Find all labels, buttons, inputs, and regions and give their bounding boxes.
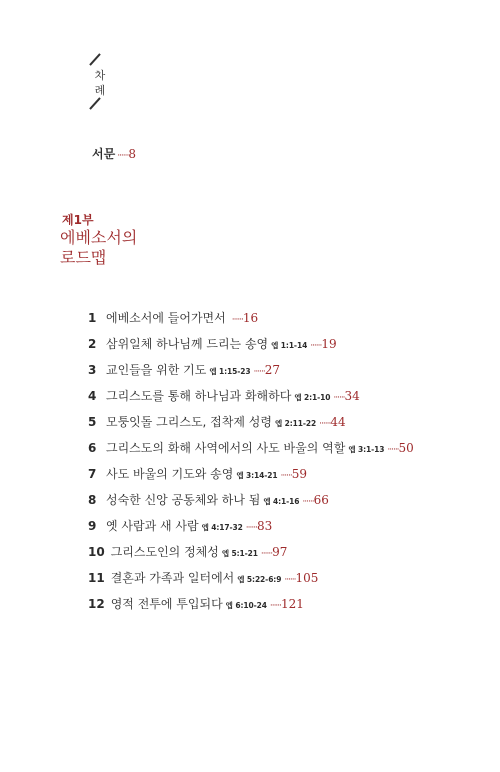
page-number: 121	[281, 597, 304, 611]
part-title-line: 에베소서의	[60, 228, 138, 247]
chapter-number: 6	[88, 441, 97, 455]
chapter-number: 3	[88, 363, 97, 377]
decorative-slash-bottom	[89, 97, 101, 109]
page-number: 27	[264, 363, 280, 377]
page-number: 105	[295, 571, 319, 585]
page-number: 44	[330, 415, 346, 429]
scripture-reference: 엡 4:1-16	[263, 497, 300, 506]
toc-entry[interactable]	[88, 461, 448, 487]
part-title	[60, 228, 260, 268]
toc-entry-title: 삼위일체 하나님께 드리는 송영	[106, 337, 269, 351]
part-label: 제1부	[62, 213, 94, 227]
page-number: 19	[321, 337, 337, 351]
toc-entry-title: 서문	[92, 147, 116, 161]
toc-entry[interactable]	[88, 513, 448, 539]
contents-heading-char: 례	[94, 84, 106, 97]
scripture-reference: 엡 4:17-32	[201, 523, 243, 532]
leader-dots: ······	[231, 315, 243, 325]
leader-dots: ······	[280, 471, 292, 481]
scripture-reference: 엡 1:1-14	[271, 341, 308, 350]
toc-entry[interactable]	[88, 565, 448, 591]
leader-dots: ······	[117, 151, 129, 161]
leader-dots: ······	[333, 393, 345, 403]
leader-dots: ······	[387, 445, 399, 455]
chapter-number: 7	[88, 467, 97, 481]
toc-entry[interactable]	[88, 331, 448, 357]
toc-entry-title: 영적 전투에 투입되다	[110, 597, 223, 611]
contents-heading-char: 차	[94, 69, 106, 82]
chapter-number: 8	[88, 493, 97, 507]
toc-entry-title: 그리스도의 화해 사역에서의 사도 바울의 역할	[106, 441, 346, 455]
chapter-number: 11	[88, 571, 105, 585]
chapter-number: 5	[88, 415, 97, 429]
scripture-reference: 엡 5:1-21	[221, 549, 258, 558]
scripture-reference: 엡 3:1-13	[348, 445, 385, 454]
leader-dots: ······	[260, 549, 273, 559]
leader-dots: ······	[284, 575, 296, 585]
scripture-reference: 엡 2:11-22	[274, 419, 317, 428]
page-number: 50	[398, 441, 414, 455]
leader-dots: ······	[253, 367, 265, 377]
toc-entry[interactable]	[88, 383, 448, 409]
chapter-number: 10	[88, 545, 105, 559]
toc-entry-title: 그리스도를 통해 하나님과 화해하다	[106, 389, 292, 403]
chapter-number: 1	[88, 311, 97, 325]
page-number: 34	[344, 389, 360, 403]
chapter-number: 2	[88, 337, 97, 351]
chapter-number: 4	[88, 389, 97, 403]
page-number: 16	[242, 311, 259, 325]
leader-dots: ······	[269, 601, 282, 611]
page-number: 97	[272, 545, 288, 559]
contents-heading	[94, 68, 106, 98]
leader-dots: ······	[310, 341, 322, 351]
toc-entry[interactable]	[88, 591, 448, 617]
page-number: 8	[128, 147, 136, 161]
part-title-line: 로드맵	[60, 248, 107, 267]
toc-entry-title: 옛 사람과 새 사람	[106, 519, 199, 533]
toc-list	[88, 305, 448, 617]
scripture-reference: 엡 3:14-21	[236, 471, 278, 480]
toc-entry[interactable]	[88, 487, 448, 513]
toc-entry[interactable]	[88, 357, 448, 383]
toc-entry[interactable]	[88, 409, 448, 435]
scripture-reference: 엡 5:22-6:9	[237, 575, 282, 584]
scripture-reference: 엡 6:10-24	[225, 601, 267, 610]
leader-dots: ······	[302, 497, 314, 507]
toc-entry-title: 모퉁잇돌 그리스도, 접착제 성령	[106, 415, 272, 429]
page-number: 83	[256, 519, 273, 533]
toc-entry[interactable]	[88, 305, 448, 331]
page-number: 66	[313, 493, 329, 507]
toc-entry-title: 그리스도인의 정체성	[110, 545, 219, 559]
scripture-reference: 엡 1:15-23	[209, 367, 251, 376]
scripture-reference: 엡 2:1-10	[294, 393, 331, 402]
toc-entry-title: 사도 바울의 기도와 송영	[106, 467, 234, 481]
chapter-number: 12	[88, 597, 105, 611]
chapter-number: 9	[88, 519, 97, 533]
toc-entry-title: 결혼과 가족과 일터에서	[110, 571, 235, 585]
toc-entry-title: 교인들을 위한 기도	[106, 363, 207, 377]
toc-entry[interactable]	[88, 435, 448, 461]
page-number: 59	[291, 467, 307, 481]
toc-entry-title: 에베소서에 들어가면서	[106, 311, 226, 325]
decorative-slash-top	[89, 53, 101, 65]
leader-dots: ······	[245, 523, 257, 533]
toc-entry[interactable]	[88, 539, 448, 565]
toc-entry-preface[interactable]	[92, 145, 136, 162]
toc-entry-title: 성숙한 신앙 공동체와 하나 됨	[106, 493, 261, 507]
leader-dots: ······	[319, 419, 331, 429]
